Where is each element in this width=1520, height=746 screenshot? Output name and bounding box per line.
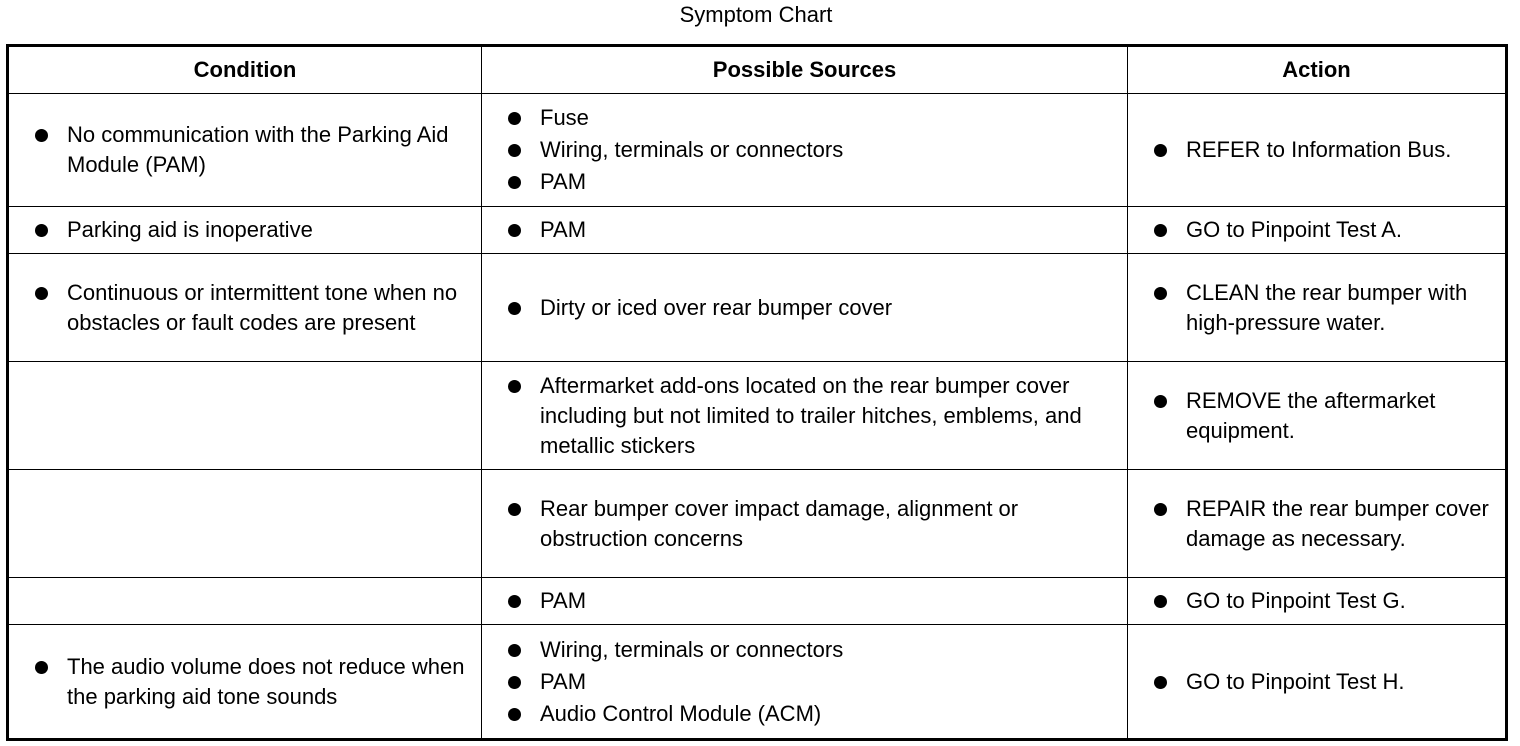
condition-cell bbox=[8, 254, 482, 362]
bullet-list bbox=[1154, 386, 1497, 446]
action-cell bbox=[1128, 625, 1507, 740]
bullet-list bbox=[508, 586, 1119, 616]
action-cell bbox=[1128, 578, 1507, 625]
action-cell bbox=[1128, 207, 1507, 254]
bullet-list bbox=[508, 635, 1119, 729]
bullet-item: GO to Pinpoint Test H. bbox=[1154, 667, 1497, 697]
table-row bbox=[8, 254, 1507, 362]
condition-cell bbox=[8, 207, 482, 254]
bullet-list bbox=[1154, 278, 1497, 338]
header-condition: Condition bbox=[8, 46, 482, 94]
symptom-chart-table bbox=[6, 44, 1508, 741]
header-action: Action bbox=[1128, 46, 1507, 94]
condition-cell bbox=[8, 578, 482, 625]
bullet-list bbox=[508, 103, 1119, 197]
header-possible-sources: Possible Sources bbox=[482, 46, 1128, 94]
bullet-list bbox=[508, 215, 1119, 245]
page-title: Symptom Chart bbox=[679, 2, 833, 27]
possible-sources-cell bbox=[482, 254, 1128, 362]
bullet-item: REMOVE the aftermarket equipment. bbox=[1154, 386, 1497, 446]
bullet-list bbox=[1154, 215, 1497, 245]
bullet-list bbox=[35, 278, 473, 338]
bullet-list bbox=[1154, 494, 1497, 554]
bullet-item: Parking aid is inoperative bbox=[35, 215, 473, 245]
possible-sources-cell bbox=[482, 207, 1128, 254]
bullet-list bbox=[35, 215, 473, 245]
bullet-item: The audio volume does not reduce when the parking aid tone sounds bbox=[35, 652, 473, 712]
bullet-item: Aftermarket add-ons located on the rear bumper cover including but not limited to trailer hitches, emblems, and metallic stickers bbox=[508, 371, 1119, 461]
bullet-item: Dirty or iced over rear bumper cover bbox=[508, 293, 1119, 323]
bullet-item: Fuse bbox=[508, 103, 1119, 133]
bullet-item: PAM bbox=[508, 667, 1119, 697]
bullet-item: PAM bbox=[508, 167, 1119, 197]
condition-cell bbox=[8, 94, 482, 207]
bullet-list bbox=[1154, 667, 1497, 697]
bullet-item: No communication with the Parking Aid Module (PAM) bbox=[35, 120, 473, 180]
bullet-list bbox=[35, 652, 473, 712]
action-cell bbox=[1128, 470, 1507, 578]
bullet-item: PAM bbox=[508, 215, 1119, 245]
table-row bbox=[8, 94, 1507, 207]
bullet-list bbox=[508, 293, 1119, 323]
action-cell bbox=[1128, 94, 1507, 207]
bullet-item: REFER to Information Bus. bbox=[1154, 135, 1497, 165]
condition-cell bbox=[8, 625, 482, 740]
possible-sources-cell bbox=[482, 362, 1128, 470]
bullet-item: CLEAN the rear bumper with high-pressure water. bbox=[1154, 278, 1497, 338]
condition-cell bbox=[8, 470, 482, 578]
table-row bbox=[8, 470, 1507, 578]
bullet-list bbox=[508, 371, 1119, 461]
table-row bbox=[8, 207, 1507, 254]
header-row bbox=[8, 46, 1507, 94]
bullet-item: REPAIR the rear bumper cover damage as necessary. bbox=[1154, 494, 1497, 554]
possible-sources-cell bbox=[482, 625, 1128, 740]
possible-sources-cell bbox=[482, 578, 1128, 625]
table-row bbox=[8, 578, 1507, 625]
bullet-list bbox=[35, 120, 473, 180]
bullet-list bbox=[508, 494, 1119, 554]
bullet-item: Audio Control Module (ACM) bbox=[508, 699, 1119, 729]
condition-cell bbox=[8, 362, 482, 470]
bullet-list bbox=[1154, 135, 1497, 165]
bullet-item: GO to Pinpoint Test G. bbox=[1154, 586, 1497, 616]
table-row bbox=[8, 362, 1507, 470]
bullet-item: Rear bumper cover impact damage, alignment or obstruction concerns bbox=[508, 494, 1119, 554]
bullet-item: GO to Pinpoint Test A. bbox=[1154, 215, 1497, 245]
table-row bbox=[8, 625, 1507, 740]
bullet-list bbox=[1154, 586, 1497, 616]
possible-sources-cell bbox=[482, 94, 1128, 207]
bullet-item: Wiring, terminals or connectors bbox=[508, 635, 1119, 665]
bullet-item: Wiring, terminals or connectors bbox=[508, 135, 1119, 165]
action-cell bbox=[1128, 362, 1507, 470]
possible-sources-cell bbox=[482, 470, 1128, 578]
bullet-item: Continuous or intermittent tone when no obstacles or fault codes are present bbox=[35, 278, 473, 338]
action-cell bbox=[1128, 254, 1507, 362]
bullet-item: PAM bbox=[508, 586, 1119, 616]
